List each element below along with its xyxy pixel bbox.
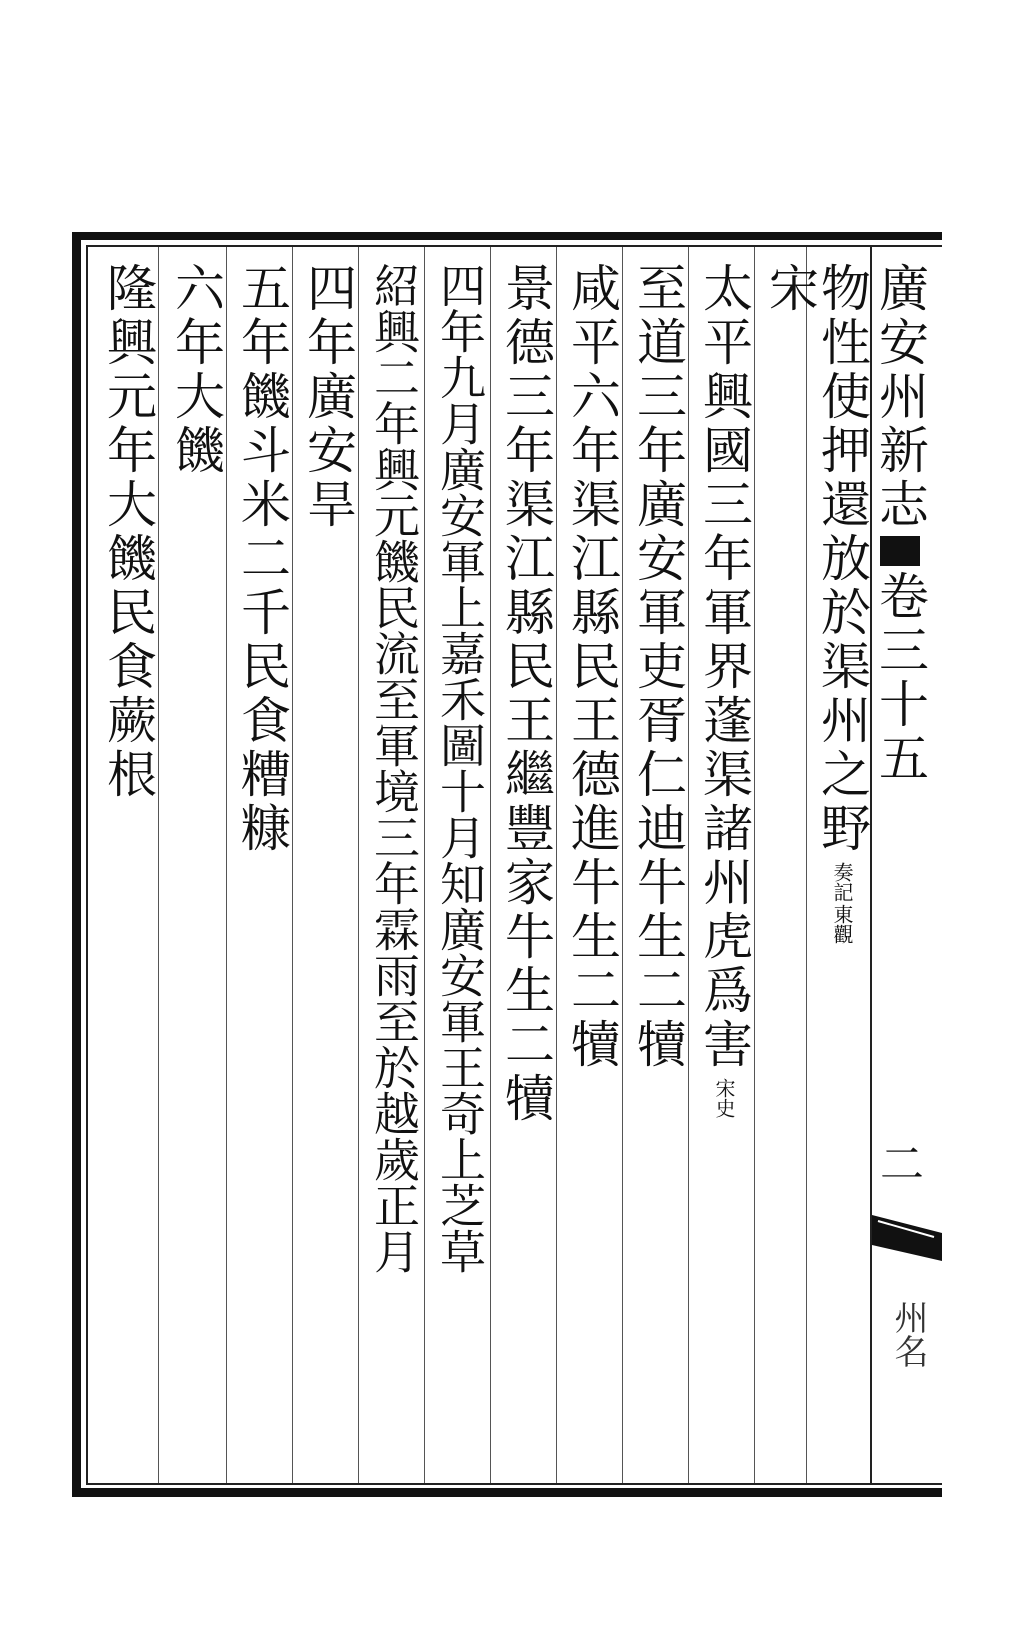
note-line: 東觀 [830,904,854,944]
text-column-8 [364,262,424,1274]
column-rule [556,247,557,1483]
text-column-9 [298,262,358,532]
edge-annotation: 州名 [888,1300,928,1368]
text-column-6 [496,262,556,1126]
book-title-header [870,262,930,786]
column-rule [490,247,491,1483]
inline-note [713,1078,735,1118]
column-text: 咸平六年渠江縣民王德進牛生二犢 [563,262,621,1072]
book-title: 廣安州新志 [871,262,929,532]
volume-label: 卷三十五 [871,570,929,786]
text-column-5 [562,262,622,1072]
fish-tail-ornament [872,1215,942,1261]
text-column-3 [694,262,754,1118]
column-text: 四年九月廣安軍上嘉禾圖十月知廣安軍王奇上芝草 [433,262,487,1274]
note-line: 奏記 [830,862,854,902]
text-column-1 [812,262,872,944]
page-number: 二 [880,1139,924,1190]
column-text: 宋 [761,262,819,316]
column-text: 紹興二年興元饑民流至軍境三年霖雨至於越歲正月 [367,262,421,1274]
column-text: 五年饑斗米二千民食糟糠 [233,262,291,856]
column-rule [806,247,807,1483]
column-rule [424,247,425,1483]
column-text: 物性使押還放於渠州之野 [813,262,871,856]
fish-tail-mark [880,536,920,566]
column-text: 六年大饑 [167,262,225,478]
column-text: 景德三年渠江縣民王繼豐家牛生二犢 [497,262,555,1126]
column-rule [688,247,689,1483]
text-column-11 [166,262,226,478]
column-text: 至道三年廣安軍吏胥仁迪牛生二犢 [629,262,687,1072]
text-column-2 [760,262,820,316]
column-rule [622,247,623,1483]
text-column-10 [232,262,292,856]
column-rule [358,247,359,1483]
column-text: 四年廣安旱 [299,262,357,532]
inline-note [831,862,853,944]
column-rule [292,247,293,1483]
column-rule [754,247,755,1483]
note-line: 宋史 [712,1078,736,1118]
column-rule [226,247,227,1483]
column-text: 隆興元年大饑民食蕨根 [99,262,157,802]
text-column-7 [430,262,490,1274]
text-column-4 [628,262,688,1072]
text-column-12 [98,262,158,802]
column-text: 太平興國三年軍界蓬渠諸州虎爲害 [695,262,753,1072]
column-rule [158,247,159,1483]
